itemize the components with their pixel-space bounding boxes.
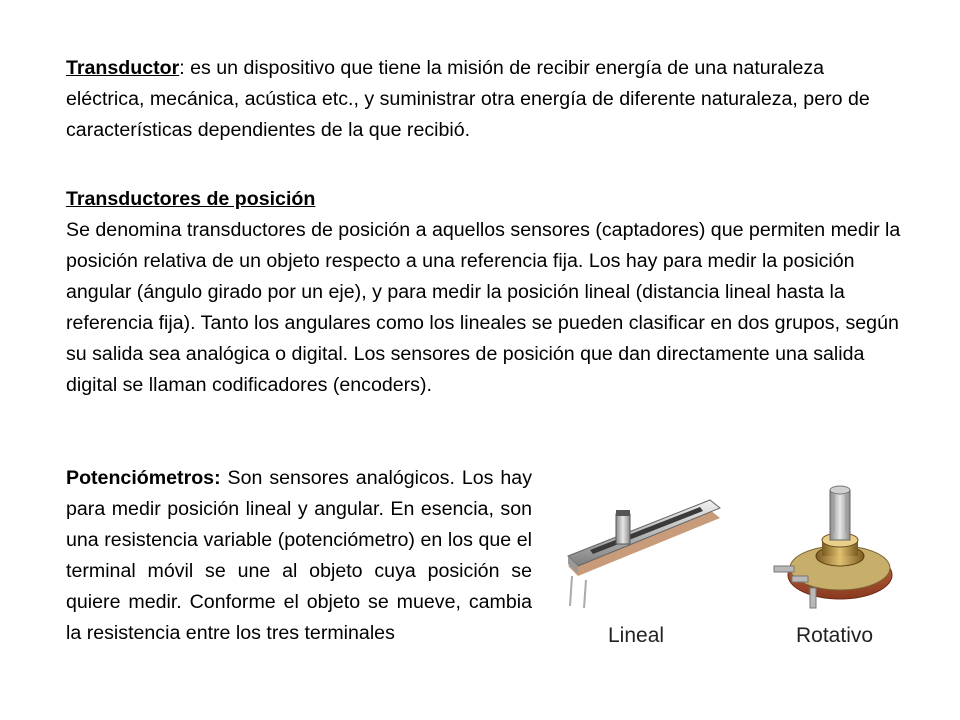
position-transducers-heading: Transductores de posición (66, 188, 316, 210)
transductor-text: : es un dispositivo que tiene la misión de recibir energía de una naturaleza eléctrica, mecánica, acústica etc., y suministrar otra energía de diferente naturaleza, pero de características dependientes de la que recibió. (66, 57, 870, 141)
position-transducers-text: Se denomina transductores de posición a aquellos sensores (captadores) que permiten medir la posición relativa de un objeto respecto a una referencia fija. Los hay para medir la posición angular (ángulo girado por un eje), y para medir la posición lineal (distancia lineal hasta la referencia fija). Tanto los angulares como los lineales se pueden clasificar en dos grupos, según su salida sea analógica o digital. Los sensores de posición que dan directamente una salida digital se llaman codificadores (encoders). (66, 219, 901, 396)
linear-potentiometer-icon (568, 500, 720, 608)
rotary-potentiometer-icon (774, 486, 892, 608)
transductor-term: Transductor (66, 57, 180, 79)
position-transducers-section (66, 184, 902, 401)
potentiometers-text: Son sensores analógicos. Los hay para medir posición lineal y angular. En esencia, son una resistencia variable (potenciómetro) en los que el terminal móvil se une al objeto cuya posición se quiere medir. Conforme el objeto se mueve, cambia la resistencia entre los tres terminales (66, 467, 532, 644)
potentiometer-illustration (560, 470, 920, 620)
potentiometers-paragraph (66, 463, 532, 649)
linear-caption: Lineal (608, 624, 665, 647)
potentiometers-term: Potenciómetros: (66, 467, 221, 489)
transductor-definition (66, 53, 902, 146)
rotary-caption: Rotativo (796, 624, 874, 647)
potentiometers-figure (560, 470, 920, 670)
